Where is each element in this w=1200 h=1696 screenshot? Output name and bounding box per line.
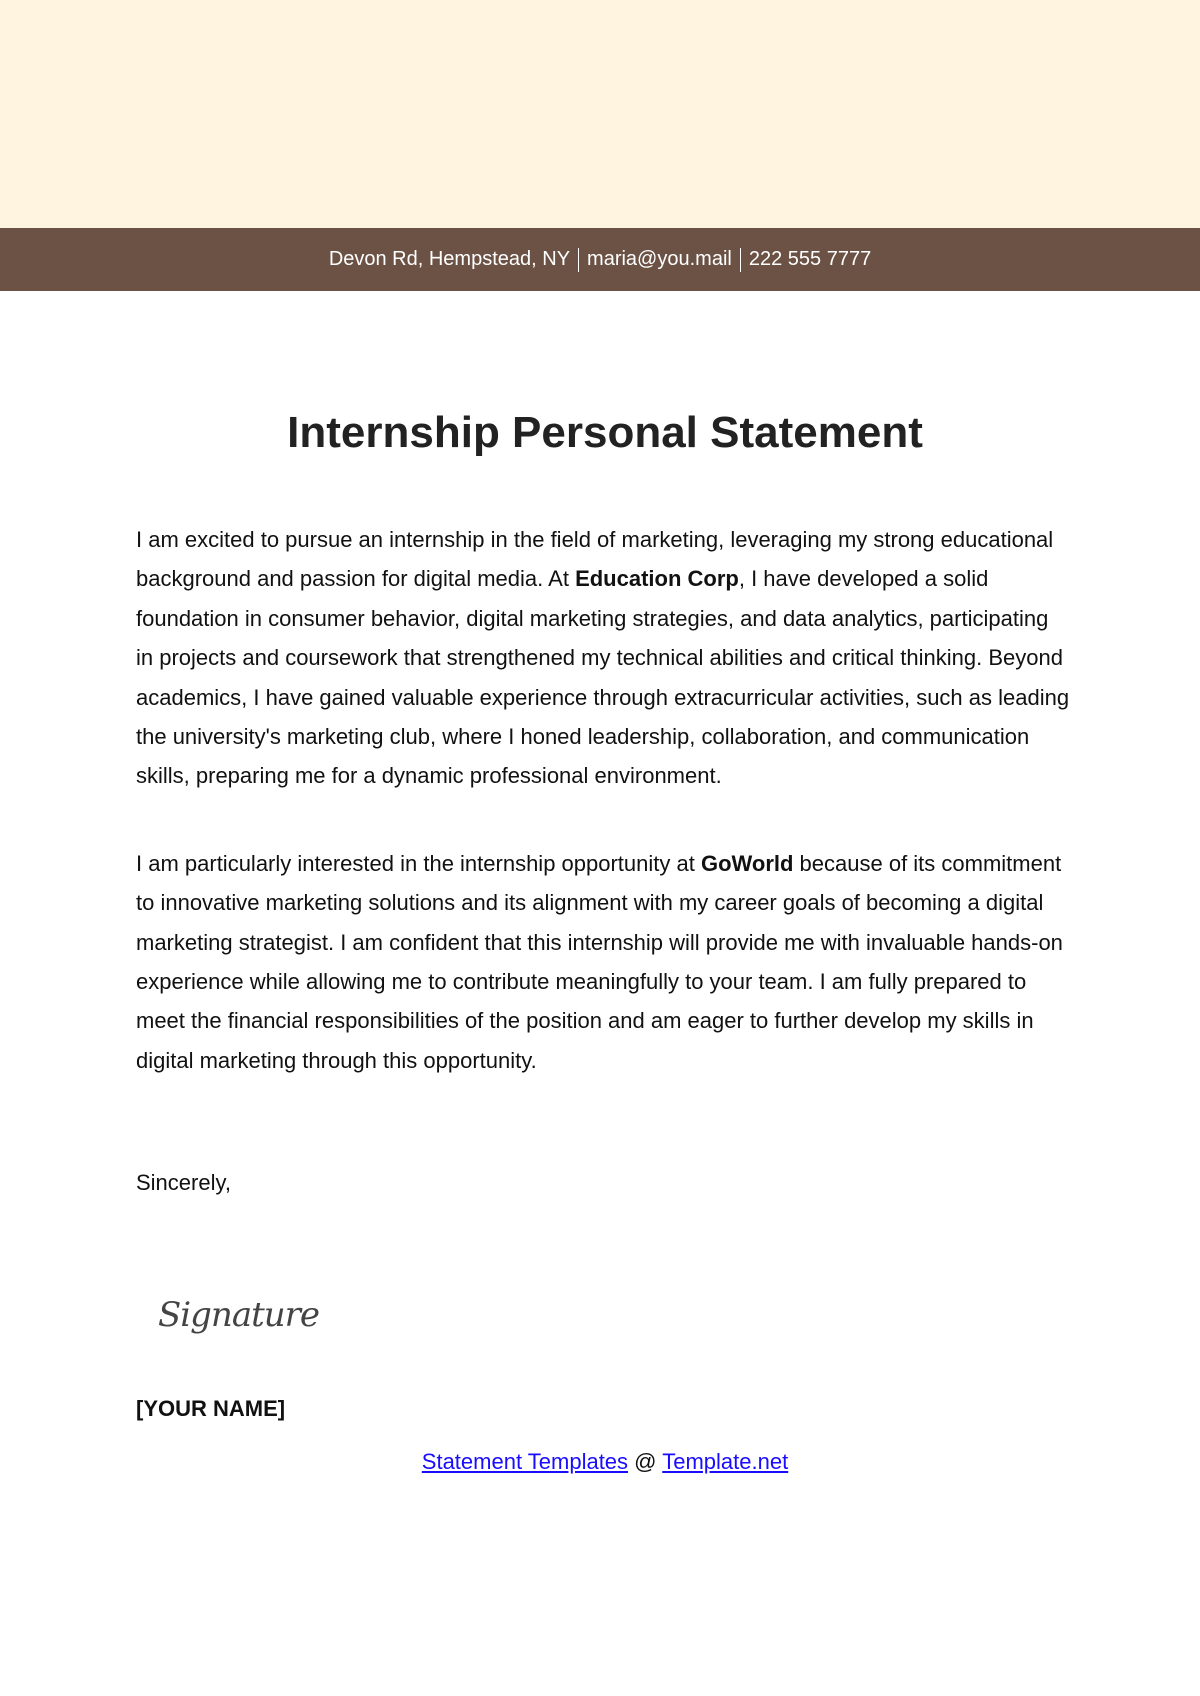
your-name: [YOUR NAME] bbox=[136, 1396, 286, 1421]
contact-phone: 222 555 7777 bbox=[748, 248, 872, 270]
signature-image: Signature bbox=[158, 1295, 320, 1335]
footer bbox=[0, 1449, 1200, 1475]
divider bbox=[578, 248, 579, 272]
paragraph-text: I am excited to pursue an internship in the field of marketing, leveraging my strong educational background and passion for digital media. At bbox=[136, 527, 1054, 592]
statement-body bbox=[136, 520, 1071, 1128]
statement-templates-link[interactable]: Statement Templates bbox=[421, 1449, 629, 1474]
organization-name: Education Corp bbox=[575, 566, 739, 592]
contact-bar bbox=[0, 228, 1200, 291]
header-banner bbox=[0, 0, 1200, 228]
company-name: GoWorld bbox=[700, 850, 794, 876]
paragraph bbox=[136, 520, 1071, 796]
contact-address: Devon Rd, Hempstead, NY bbox=[328, 248, 571, 270]
closing: Sincerely, bbox=[136, 1170, 231, 1195]
page-title: Internship Personal Statement bbox=[287, 408, 923, 457]
at-symbol: @ bbox=[634, 1449, 657, 1474]
divider bbox=[740, 248, 741, 272]
paragraph bbox=[136, 844, 1071, 1080]
paragraph-text: , I have developed a solid foundation in consumer behavior, digital marketing strategies, and data analytics, participating in projects and coursework that strengthened my technical abilities and critical thinking. Beyond academics, I have gained valuable experience through extracurricular activities, such as leading the university's marketing club, where I honed leadership, collaboration, and communication skills, preparing me for a dynamic professional environment. bbox=[136, 566, 1070, 789]
paragraph-text: I am particularly interested in the internship opportunity at bbox=[136, 850, 701, 876]
template-net-link[interactable]: Template.net bbox=[662, 1449, 789, 1474]
contact-email: maria@you.mail bbox=[587, 248, 732, 270]
paragraph-text: because of its commitment to innovative marketing solutions and its alignment with my career goals of becoming a digital marketing strategist. I am confident that this internship will provide me with invaluable hands-on experience while allowing me to contribute meaningfully to your team. I am fully prepared to meet the financial responsibilities of the position and am eager to further develop my skills in digital marketing through this opportunity. bbox=[136, 850, 1063, 1073]
